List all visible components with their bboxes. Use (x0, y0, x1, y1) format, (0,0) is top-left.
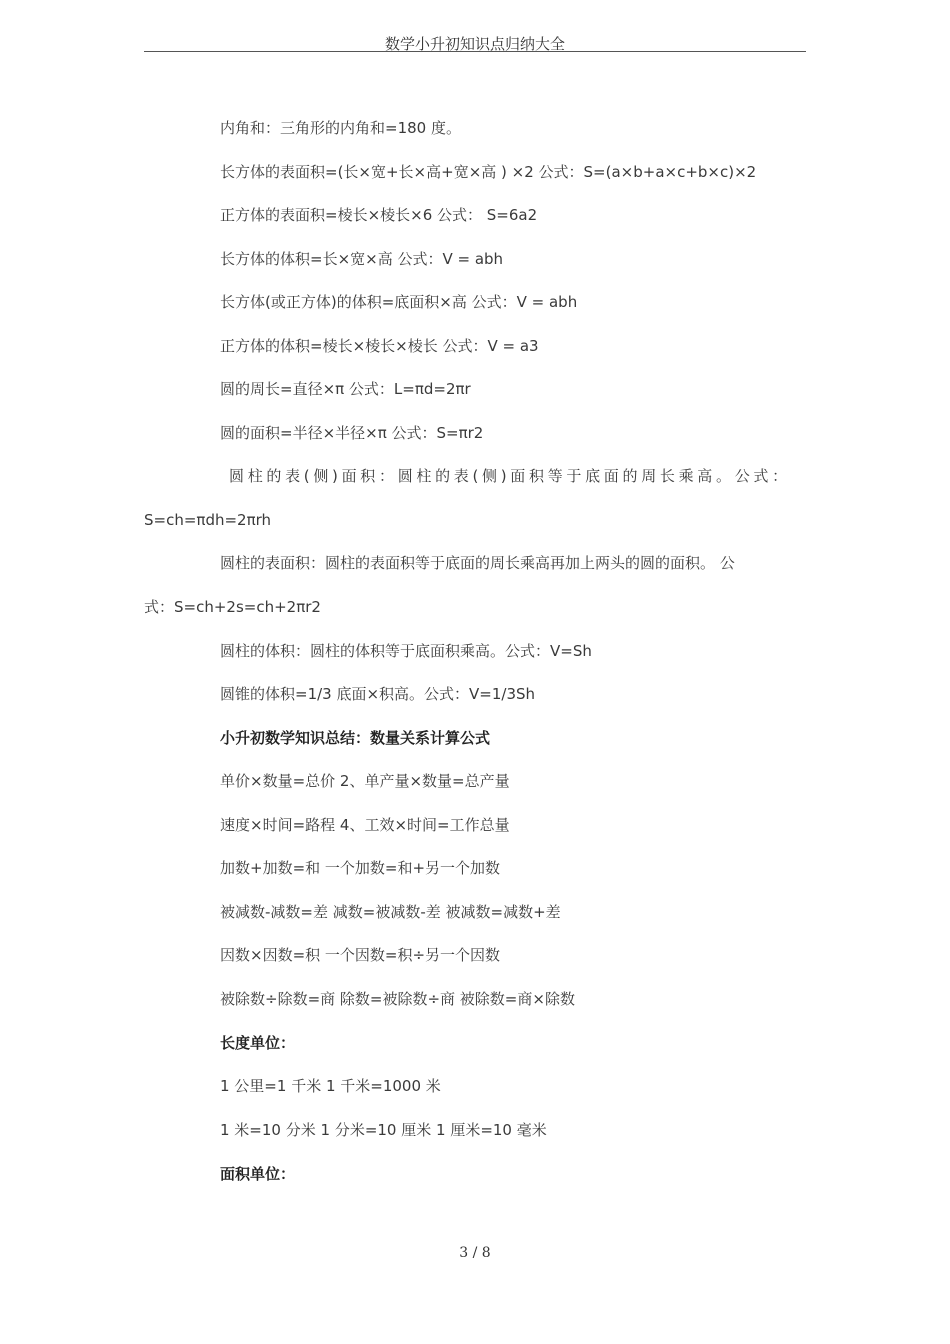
section-heading: 面积单位： (220, 1165, 296, 1183)
page-number: 3 / 8 (459, 1245, 491, 1261)
text-line: 1 米=10 分米 1 分米=10 厘米 1 厘米=10 毫米 (220, 1121, 547, 1139)
text-line: 速度×时间=路程 4、工效×时间=工作总量 (220, 816, 510, 834)
text-line: 长方体的表面积=(长×宽+长×高+宽×高 ) ×2 公式：S=(a×b+a×c+b×c)×2 (220, 163, 757, 181)
text-line: 因数×因数=积 一个因数=积÷另一个因数 (220, 946, 501, 964)
section-heading: 小升初数学知识总结：数量关系计算公式 (220, 729, 491, 747)
text-line: 被除数÷除数=商 除数=被除数÷商 被除数=商×除数 (220, 990, 575, 1008)
section-heading: 长度单位： (220, 1034, 296, 1052)
text-line-continued: S=ch=πdh=2πrh (144, 511, 272, 529)
text-line-continued: 式：S=ch+2s=ch+2πr2 (144, 598, 321, 616)
text-line: 圆的面积=半径×半径×π 公式：S=πr2 (220, 424, 484, 442)
text-line: 长方体(或正方体)的体积=底面积×高 公式：V = abh (220, 293, 578, 311)
text-line: 长方体的体积=长×宽×高 公式：V = abh (220, 250, 504, 268)
text-line: 正方体的体积=棱长×棱长×棱长 公式：V = a3 (220, 337, 539, 355)
text-line: 正方体的表面积=棱长×棱长×6 公式： S=6a2 (220, 206, 538, 224)
text-line: 1 公里=1 千米 1 千米=1000 米 (220, 1077, 441, 1095)
text-line: 被减数-减数=差 减数=被减数-差 被减数=减数+差 (220, 903, 561, 921)
page-header-title: 数学小升初知识点归纳大全 (384, 35, 565, 53)
text-line: 单价×数量=总价 2、单产量×数量=总产量 (220, 772, 510, 790)
text-line: 内角和：三角形的内角和=180 度。 (220, 119, 461, 137)
text-line: 圆的周长=直径×π 公式：L=πd=2πr (220, 380, 471, 398)
text-line: 圆柱的表(侧)面积：圆柱的表(侧)面积等于底面的周长乘高。公式： (229, 467, 791, 485)
text-line: 加数+加数=和 一个加数=和+另一个加数 (220, 859, 501, 877)
text-line: 圆柱的表面积：圆柱的表面积等于底面的周长乘高再加上两头的圆的面积。 公 (220, 554, 735, 572)
header-divider (144, 51, 806, 52)
text-line: 圆柱的体积：圆柱的体积等于底面积乘高。公式：V=Sh (220, 642, 592, 660)
text-line: 圆锥的体积=1/3 底面×积高。公式：V=1/3Sh (220, 685, 536, 703)
